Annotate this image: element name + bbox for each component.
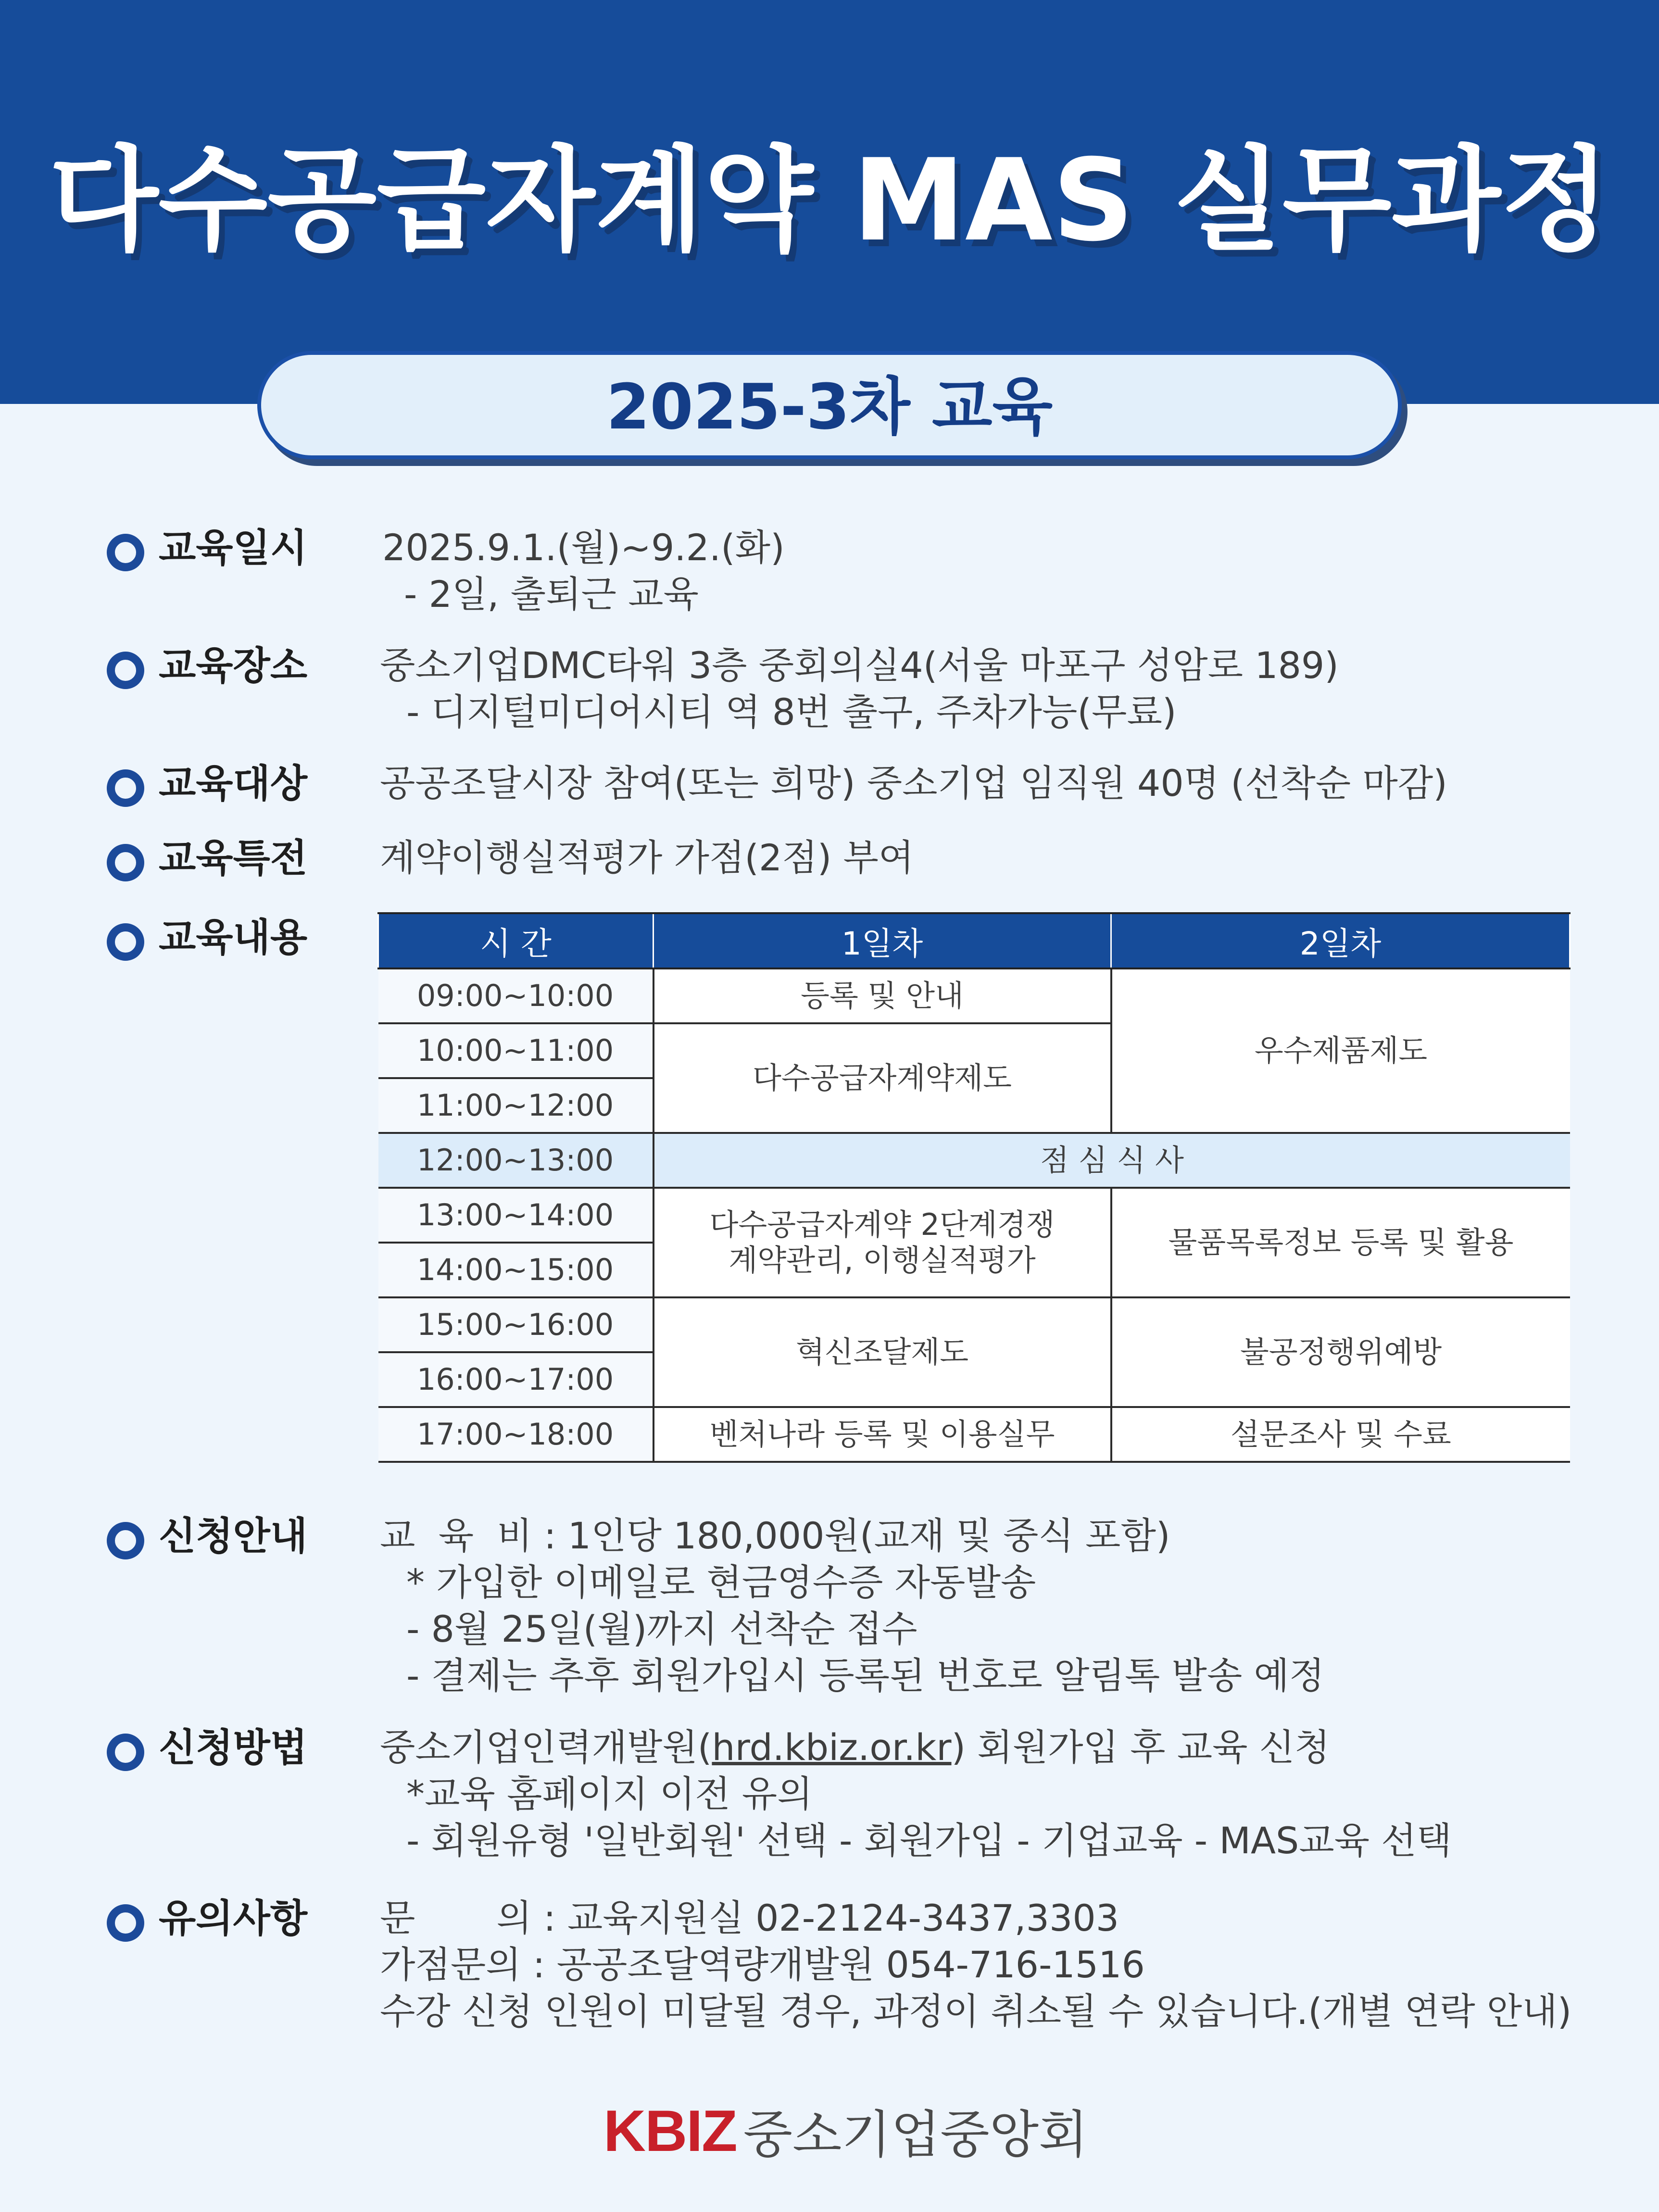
bullet-circle-icon <box>107 769 144 807</box>
header-day1: 1일차 <box>654 913 1111 968</box>
day2-cell: 설문조사 및 수료 <box>1111 1407 1570 1462</box>
day1-cell: 등록 및 안내 <box>654 968 1111 1023</box>
time-cell: 15:00~16:00 <box>378 1297 654 1352</box>
section-label: 교육내용 <box>159 915 308 960</box>
date-sub-line: - 2일, 출퇴근 교육 <box>404 573 699 616</box>
time-cell: 16:00~17:00 <box>378 1352 654 1407</box>
table-row <box>378 1407 1570 1462</box>
session-badge <box>257 351 1402 459</box>
section-label: 교육일시 <box>159 526 308 570</box>
bonus-inquiry-line: 가점문의 : 공공조달역량개발원 054-716-1516 <box>380 1943 1145 1986</box>
day1-cell: 혁신조달제도 <box>654 1297 1111 1407</box>
bullet-circle-icon <box>107 1734 144 1771</box>
cancel-notice-line: 수강 신청 인원이 미달될 경우, 과정이 취소될 수 있습니다.(개별 연락 안내) <box>380 1990 1572 2033</box>
receipt-line: * 가입한 이메일로 현금영수증 자동발송 <box>406 1561 1036 1604</box>
header-time: 시 간 <box>378 913 654 968</box>
time-cell: 17:00~18:00 <box>378 1407 654 1462</box>
day1-cell <box>654 1188 1111 1297</box>
payment-line: - 결제는 추후 회원가입시 등록된 번호로 알림톡 발송 예정 <box>406 1654 1325 1697</box>
benefit-line: 계약이행실적평가 가점(2점) 부여 <box>380 836 914 879</box>
kbiz-logo-mark: KBIZ <box>603 2098 737 2163</box>
session-badge-text: 2025-3차 교육 <box>606 370 1053 443</box>
day1-cell-line: 계약관리, 이행실적평가 <box>729 1243 1036 1278</box>
time-cell: 12:00~13:00 <box>378 1133 654 1188</box>
time-cell: 09:00~10:00 <box>378 968 654 1023</box>
table-row <box>378 1297 1570 1352</box>
bullet-circle-icon <box>107 1904 144 1942</box>
table-row <box>378 1188 1570 1243</box>
section-content <box>380 760 1447 806</box>
section-label: 신청방법 <box>159 1725 308 1770</box>
section-content <box>380 642 1339 735</box>
table-header-row <box>378 913 1570 968</box>
deadline-line: - 8월 25일(월)까지 선착순 접수 <box>406 1608 917 1650</box>
method-note-line: *교육 홈페이지 이전 유의 <box>406 1772 813 1815</box>
method-suffix: ) 회원가입 후 교육 신청 <box>951 1726 1330 1769</box>
venue-line: 중소기업DMC타워 3층 중회의실4(서울 마포구 성암로 189) <box>380 644 1339 687</box>
time-cell: 10:00~11:00 <box>378 1023 654 1078</box>
schedule-table <box>377 912 1571 1463</box>
org-name: 중소기업중앙회 <box>743 2105 1088 2164</box>
website-link[interactable]: hrd.kbiz.or.kr <box>712 1726 952 1769</box>
venue-sub-line: - 디지털미디어시티 역 8번 출구, 주차가능(무료) <box>406 691 1177 733</box>
time-cell: 14:00~15:00 <box>378 1243 654 1297</box>
day2-cell: 물품목록정보 등록 및 활용 <box>1111 1188 1570 1297</box>
day2-cell: 불공정행위예방 <box>1111 1297 1570 1407</box>
bullet-circle-icon <box>107 652 144 689</box>
section-content <box>380 1724 1452 1864</box>
time-cell: 11:00~12:00 <box>378 1078 654 1133</box>
target-line: 공공조달시장 참여(또는 희망) 중소기업 임직원 40명 (선착순 마감) <box>380 762 1447 804</box>
section-label: 교육특전 <box>159 836 308 880</box>
section-label: 교육대상 <box>159 761 308 806</box>
page-title: 다수공급자계약 MAS 실무과정 <box>49 135 1610 266</box>
method-line <box>380 1724 1452 1771</box>
day2-cell: 우수제품제도 <box>1111 968 1570 1133</box>
table-row <box>378 968 1570 1023</box>
header-day2: 2일차 <box>1111 913 1570 968</box>
kbiz-logo <box>603 2094 1088 2164</box>
bullet-circle-icon <box>107 534 144 571</box>
bullet-circle-icon <box>107 923 144 961</box>
day1-cell: 다수공급자계약제도 <box>654 1023 1111 1133</box>
section-label: 유의사항 <box>159 1896 308 1941</box>
section-content <box>382 524 785 617</box>
method-prefix: 중소기업인력개발원( <box>380 1726 712 1769</box>
time-cell: 13:00~14:00 <box>378 1188 654 1243</box>
inquiry-line: 문 의 : 교육지원실 02-2124-3437,3303 <box>380 1897 1119 1939</box>
section-content <box>380 1512 1324 1699</box>
lunch-cell: 점 심 식 사 <box>654 1133 1570 1188</box>
day1-cell: 벤처나라 등록 및 이용실무 <box>654 1407 1111 1462</box>
method-steps-line: - 회원유형 '일반회원' 선택 - 회원가입 - 기업교육 - MAS교육 선택 <box>406 1819 1452 1862</box>
day1-cell-line: 다수공급자계약 2단계경쟁 <box>709 1207 1055 1242</box>
fee-line: 교 육 비 : 1인당 180,000원(교재 및 중식 포함) <box>380 1514 1170 1557</box>
date-line: 2025.9.1.(월)~9.2.(화) <box>382 526 785 569</box>
section-label: 신청안내 <box>159 1514 308 1558</box>
section-label: 교육장소 <box>159 643 308 688</box>
table-row-lunch <box>378 1133 1570 1188</box>
bullet-circle-icon <box>107 844 144 881</box>
bullet-circle-icon <box>107 1522 144 1559</box>
section-content <box>380 1895 1571 2035</box>
section-content <box>380 834 914 881</box>
